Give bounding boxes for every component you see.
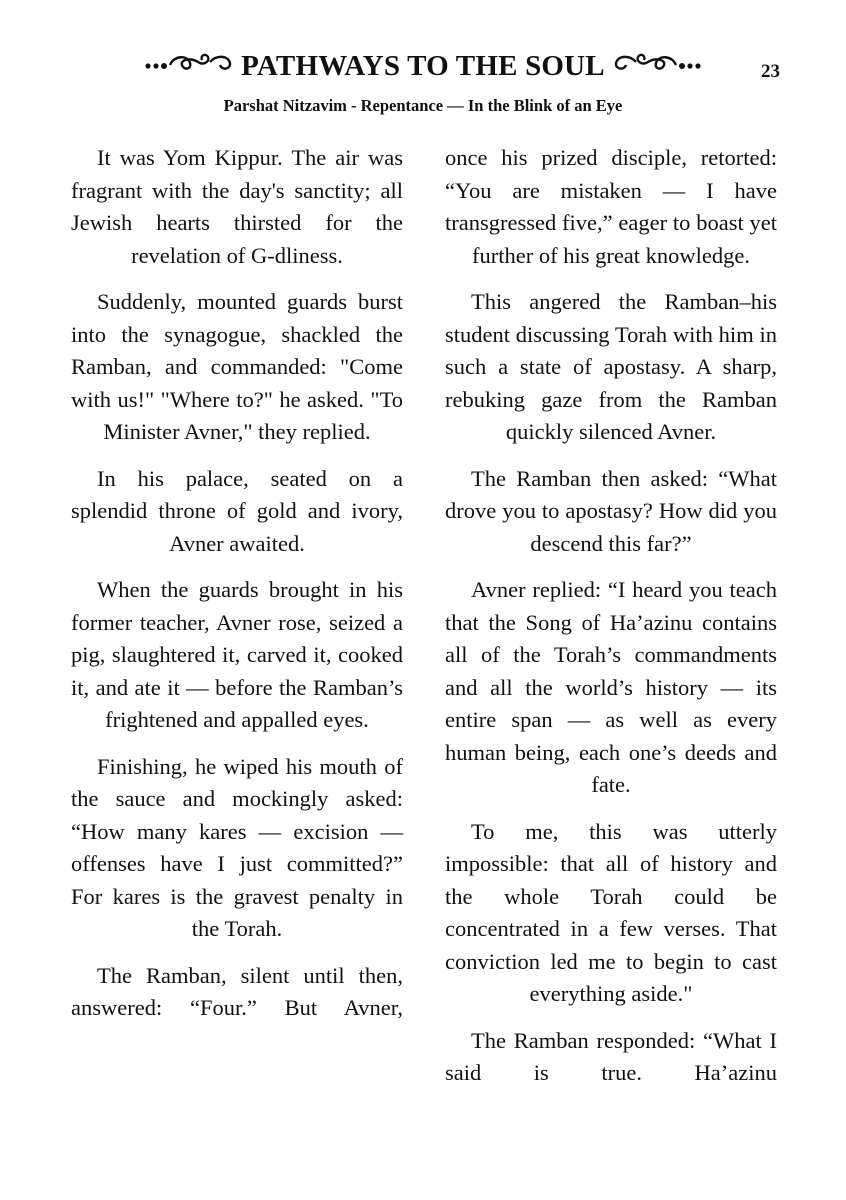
- ornament-right-icon: [612, 48, 702, 81]
- paragraph: When the guards brought in his former teacher, Avner rose, seized a pig, slaughtered it, carved it, cooked it, and ate it — before the Ramban’s frightened and appalled eyes.: [71, 577, 403, 732]
- running-title-text: PATHWAYS TO THE SOUL: [241, 49, 605, 82]
- paragraph: To me, this was utterly impossible: that all of history and the whole Torah could be concentrated in a few verses. That conviction led me to begin to cast everything aside.": [445, 818, 777, 1006]
- page-number: 23: [761, 61, 780, 82]
- paragraph: Avner replied: “I heard you teach that the Song of Ha’azinu contains all of the Torah’s commandments and all the world’s history — its entire span — as well as every human being, each one’s deeds and fate.: [445, 577, 777, 797]
- paragraph: once his prized disciple, retorted: “You are mistaken — I have transgressed five,” eager to boast yet further of his great knowledge.: [445, 145, 777, 268]
- paragraph: In his palace, seated on a splendid throne of gold and ivory, Avner awaited.: [71, 465, 403, 556]
- text-column-left: [71, 142, 403, 1039]
- paragraph: This angered the Ramban–his student discussing Torah with him in such a state of apostasy. A sharp, rebuking gaze from the Ramban quickly silenced Avner.: [445, 289, 777, 444]
- page-header: [0, 48, 846, 88]
- paragraph: Finishing, he wiped his mouth of the sauce and mockingly asked: “How many kares — excision — offenses have I just committed?” For kares is the gravest penalty in the Torah.: [71, 753, 403, 941]
- paragraph: The Ramban responded: “What I said is true. Ha’azinu: [445, 1027, 777, 1085]
- paragraph: It was Yom Kippur. The air was fragrant with the day's sanctity; all Jewish hearts thirsted for the revelation of G-dliness.: [71, 145, 403, 268]
- ornament-left-icon: [144, 48, 234, 81]
- paragraph: The Ramban then asked: “What drove you to apostasy? How did you descend this far?”: [445, 465, 777, 556]
- paragraph: Suddenly, mounted guards burst into the synagogue, shackled the Ramban, and commanded: "Come with us!" "Where to?" he asked. "To Minister Avner," they replied.: [71, 289, 403, 444]
- running-title: [0, 48, 846, 83]
- chapter-subtitle: Parshat Nitzavim - Repentance — In the Blink of an Eye: [223, 96, 623, 115]
- paragraph: The Ramban, silent until then, answered: “Four.” But Avner,: [71, 962, 403, 1020]
- text-column-right: [445, 142, 777, 1104]
